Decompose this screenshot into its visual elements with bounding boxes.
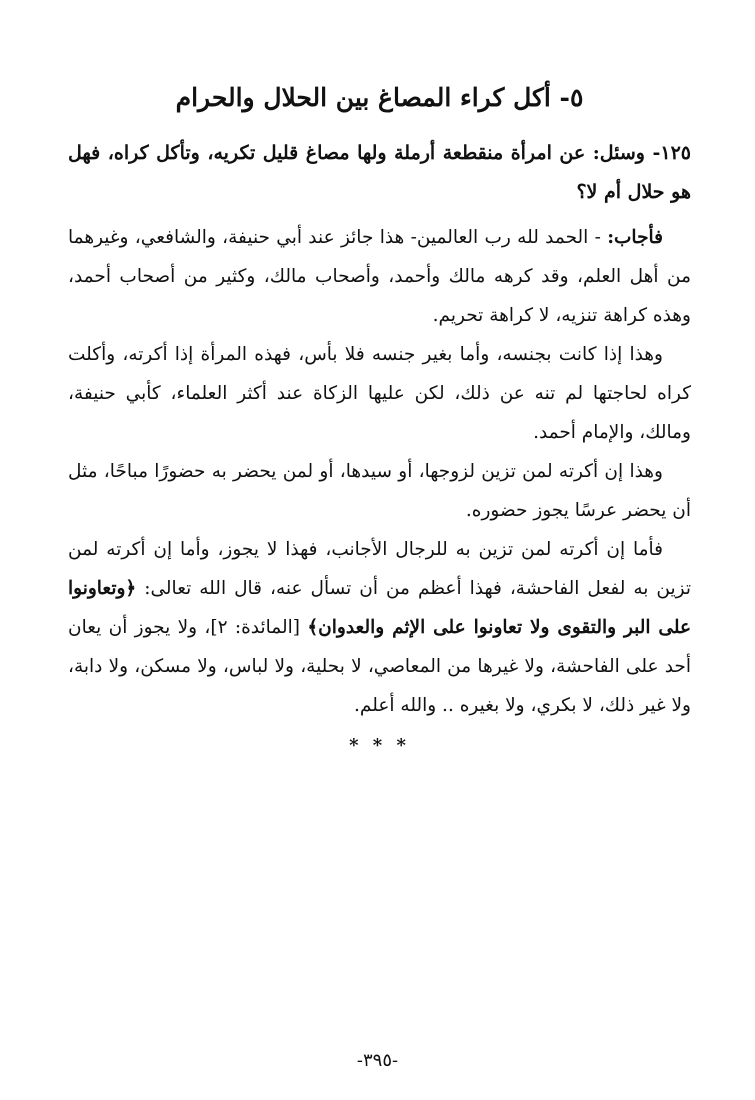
section-title: ٥- أكل كراء المصاغ بين الحلال والحرام (175, 83, 584, 112)
question-number: ١٢٥- (652, 142, 691, 164)
answer-text: - الحمد لله رب العالمين- هذا جائز عند أبي حنيفة، والشافعي، وغيرهما من أهل العلم، وقد كرهه مالك وأحمد، وأصحاب مالك، وكثير من أصحاب أحمد، وهذه كراهة تنزيه، لا كراهة تحريم. (68, 227, 691, 326)
question-paragraph (68, 134, 691, 212)
body-paragraph-3 (68, 530, 691, 725)
body-paragraph-2: وهذا إن أكرته لمن تزين لزوجها، أو سيدها، أو لمن يحضر به حضورًا مباحًا، مثل أن يحضر عرسًا يجوز حضوره. (68, 461, 691, 521)
paragraph-text-after-verse: [المائدة: ٢]، ولا يجوز أن يعان أحد على الفاحشة، ولا غيرها من المعاصي، لا بحلية، ولا لباس، ولا مسكن، ولا دابة، ولا غير ذلك، لا بكري، ولا بغيره .. والله أعلم. (68, 617, 691, 716)
page-number: -٣٩٥- (356, 1050, 399, 1071)
answer-lead: فأجاب: (607, 227, 663, 248)
body-paragraph-1: وهذا إذا كانت بجنسه، وأما بغير جنسه فلا بأس، فهذه المرأة إذا أكرته، وأكلت كراه لحاجتها لم تنه عن ذلك، لكن عليها الزكاة عند أكثر العلماء، كأبي حنيفة، ومالك، والإمام أحمد. (68, 344, 691, 443)
page-content (68, 78, 691, 756)
section-separator: * * * (349, 735, 410, 756)
answer-paragraph (68, 218, 691, 335)
paragraph-text-before-verse: فأما إن أكرته لمن تزين به للرجال الأجانب، فهذا لا يجوز، وأما إن أكرته لمن تزين به لفعل الفاحشة، فهذا أعظم من أن تسأل عنه، قال الله تعالى: (68, 539, 691, 599)
question-text: وسئل: عن امرأة منقطعة أرملة ولها مصاغ قليل تكريه، وتأكل كراه، فهل هو حلال أم لا؟ (68, 142, 691, 203)
quran-verse: ﴿وتعاونوا على البر والتقوى ولا تعاونوا على الإثم والعدوان﴾ (68, 578, 691, 638)
